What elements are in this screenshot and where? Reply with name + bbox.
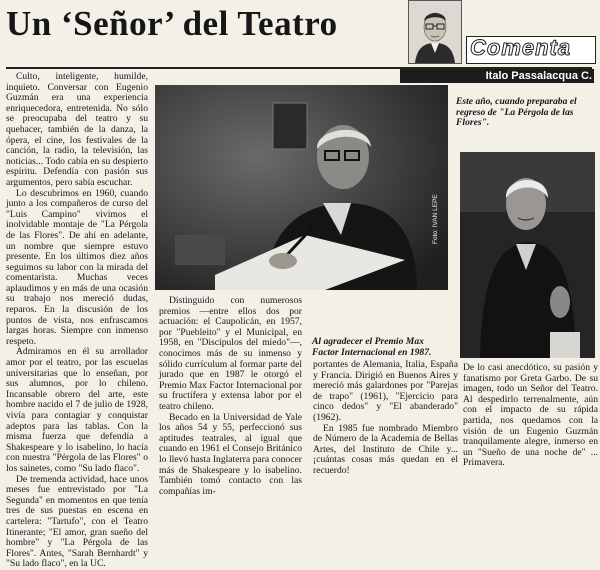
columnist-portrait-graphic (409, 1, 461, 63)
paragraph: Culto, inteligente, humilde, inquieto. Conversar con Eugenio Guzmán era una experiencia enriquecedora, entretenida. No sólo se preocupaba del teatro y su quehacer, también de la danza, la ópera, el cine, los festivales de la canción, la radio, la televisión, las noticias... Todo cabía en su despierto espíritu. Defendía con pasión sus argumentos, pero sabía escuchar. (6, 71, 148, 188)
paragraph: portantes de Alemania, Italia, España y Francia. Dirigió en Buenos Aires y mereció más galardones por "Parejas de trapo" (1961), "Ejercicio para cinco dedos" y "El abanderado" (1962). (313, 359, 458, 423)
columnist-portrait (408, 0, 462, 64)
article-column-2 (159, 295, 302, 497)
paragraph: Lo descubrimos en 1960, cuando junto a los compañeros de curso del "Luis Campino" vivimos el inolvidable montaje de "La Pérgola de las Flores". De ahí en adelante, un nombre que siempre estuvo presente. En los últimos diez años seguimos su labor con la mirada del comentarista. Muchas veces aplaudimos y en más de una ocasión su trabajo nos mereció dudas, reparos. En la discusión de los puntos de vista, nos enfrascamos largas horas. Siempre con inmenso respeto. (6, 187, 148, 347)
paragraph: De lo casi anecdótico, su pasión y fanatismo por Greta Garbo. De su imagen, todo un Señor del Teatro. Al despedirlo terrenalmente, aún con el impacto de su rápida partida, nos quedamos con la visión de un Eugenio Guzmán tranquilamente alegre, inmerso en un "Sueño de una noche de" ... Primavera. (463, 362, 598, 469)
section-label: Comenta (470, 35, 572, 60)
paragraph: De tremenda actividad, hace unos meses fue entrevistado por "La Segunda" en momentos en que tenía tres de sus puestas en escena en cartelera: "Tartufo", con el Teatro Itinerante; "El amor, gran sueño del hombre" y "La Pérgola de las Flores". Antes, "Sarah Bernhardt" y "Su lado flaco", en la UC. (6, 473, 148, 570)
article-title: Un ‘Señor’ del Teatro (6, 4, 338, 43)
main-photo-graphic (155, 85, 448, 290)
article-column-1 (6, 71, 148, 570)
photo-credit: Foto: IVAN LEPE (432, 194, 439, 244)
side-photo-caption: Este año, cuando preparaba el regreso de "La Pérgola de las Flores". (456, 96, 577, 129)
paragraph: En 1985 fue nombrado Miembro de Número de la Academia de Bellas Artes, del Instituto de Chile y... ¡cuántas cosas más quedan en el recuerdo! (313, 422, 458, 476)
main-photo (155, 85, 448, 290)
paragraph: Admiramos en él su arrollador amor por el teatro, por las escuelas universitarias que lo enseñan, por sus alumnos, por lo chileno. Incansable obrero del arte, este hombre nacido el 7 de julio de 1928, vivía para contagiar y conquistar adeptos para las tablas. Con la misma fuerza que defendía a Shakespeare y lo isabelino, lo hacía con nuestra "Pérgola de las Flores" o los sainetes, como "Su lado flaco". (6, 346, 148, 474)
article-column-4 (463, 362, 598, 469)
main-photo-caption: Al agradecer el Premio Max Factor Internacional en 1987. (312, 336, 432, 358)
paragraph: Becado en la Universidad de Yale los años 54 y 55, perfeccionó sus aptitudes teatrales, al igual que cuando en 1961 el Consejo Británico lo llevó hasta Inglaterra para conocer más de Shakespeare y lo isabelino. También tomó contacto con las compañías im- (159, 411, 302, 497)
paragraph: Distinguido con numerosos premios —entre ellos dos por actuación: el Caupolicán, en 1957, por "Puebleito" y el Municipal, en 1958, en "Discípulos del miedo"—, conocimos más de su inmenso y sólido currículum al formar parte del jurado que en 1987 le otorgó el Premio Max Factor Internacional por su fructífera y extensa labor por el teatro chileno. (159, 295, 302, 412)
article-column-3 (313, 359, 458, 476)
side-photo (460, 152, 595, 358)
author-name: Italo Passalacqua C. (485, 70, 592, 82)
side-photo-graphic (460, 152, 595, 358)
